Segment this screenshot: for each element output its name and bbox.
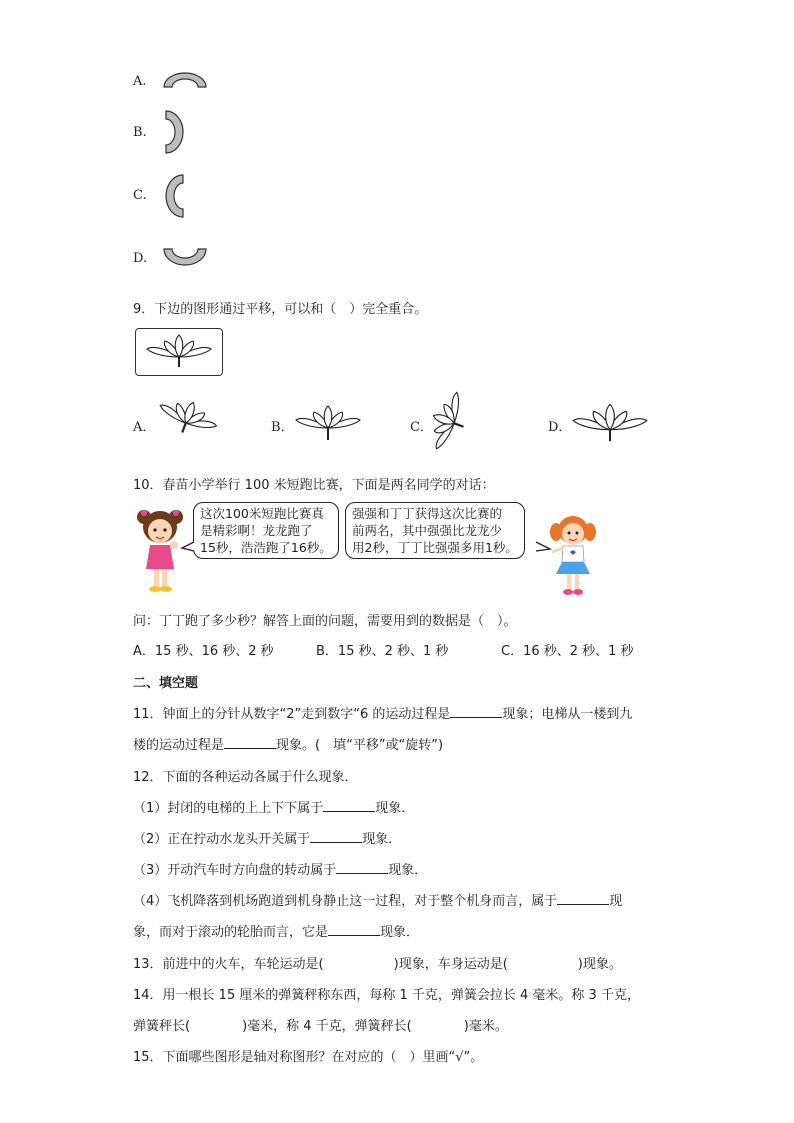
lotus-rotated-icon	[432, 390, 482, 455]
q12-text: 现象．	[388, 863, 428, 878]
bubble-line: 15秒，浩浩跑了16秒。	[200, 540, 332, 555]
q15-question: 15．下面哪些图形是轴对称图形？在对应的（ ）里画“√”。	[133, 1050, 484, 1065]
girl-right-illustration	[548, 512, 598, 600]
lotus-upright-icon	[293, 400, 363, 445]
q13-line	[133, 953, 622, 972]
lotus-large-icon	[570, 398, 650, 446]
answer-blank[interactable]	[323, 799, 375, 812]
bubble-tail	[180, 540, 196, 554]
bubble-line: 强强和丁丁获得这次比赛的	[352, 506, 503, 521]
option-letter: B．	[271, 420, 294, 435]
q9-reference-frame	[135, 328, 223, 376]
q12-text: （1）封闭的电梯的上上下下属于	[133, 801, 324, 816]
q12-item2	[133, 828, 401, 847]
q10-choice-c: C．16 秒、2 秒、1 秒	[501, 644, 634, 659]
bubble-line: 这次100米短跑比赛真	[200, 506, 324, 521]
q11-line1	[133, 703, 632, 722]
bubble-line: 是精彩啊！龙龙跑了	[200, 523, 313, 538]
q12-item4-cont	[133, 921, 419, 940]
answer-blank[interactable]	[336, 861, 388, 874]
option-letter: D．	[548, 420, 572, 435]
half-ring-right-shape	[163, 108, 187, 156]
answer-blank[interactable]	[224, 736, 276, 749]
q14-text: )毫米。	[463, 1019, 508, 1034]
answer-blank[interactable]	[310, 830, 362, 843]
q10-choice-b: B．15 秒、2 秒、1 秒	[316, 644, 449, 659]
girl-left-illustration	[134, 505, 186, 597]
q14-text: 弹簧秤长(	[133, 1019, 191, 1034]
q12-text: 现象．	[375, 801, 415, 816]
half-ring-top-shape	[160, 70, 210, 90]
q12-item1	[133, 797, 414, 816]
q12-text: （4）飞机降落到机场跑道到机身静止这一过程，对于整个机身而言，属于	[133, 894, 558, 909]
section-title: 二、填空题	[133, 676, 199, 691]
q12-text: 现	[609, 894, 623, 909]
option-letter: D.	[133, 251, 148, 266]
q12-text: （2）正在拧动水龙头开关属于	[133, 832, 311, 847]
option-letter: C.	[133, 188, 147, 203]
answer-blank[interactable]	[557, 892, 609, 905]
option-letter: A.	[133, 74, 147, 89]
half-ring-bottom-shape	[160, 246, 210, 268]
speech-bubble-left	[193, 502, 339, 559]
q11-text: 11．钟面上的分针从数字“2”走到数字“6 的运动过程是	[133, 707, 451, 722]
q11-text: 现象。( 填“平移”或“旋转”)	[276, 738, 444, 753]
q10-ask: 问：丁丁跑了多少秒？解答上面的问题，需要用到的数据是（ ）。	[133, 614, 517, 629]
q12-title: 12．下面的各种运动各属于什么现象．	[133, 770, 358, 785]
q11-text: 现象；电梯从一楼到九	[502, 707, 633, 722]
option-letter: C．	[410, 420, 433, 435]
q14-line2	[133, 1015, 508, 1034]
bubble-line: 前两名，其中强强比龙龙少	[352, 523, 503, 538]
q12-item3	[133, 859, 427, 878]
q12-text: （3）开动汽车时方向盘的转动属于	[133, 863, 337, 878]
q14-line1: 14．用一根长 15 厘米的弹簧秤称东西，每称 1 千克，弹簧会拉长 4 毫米。称 3 千克，	[133, 988, 640, 1003]
q9-question: 9．下边的图形通过平移，可以和（ ）完全重合。	[133, 302, 428, 317]
q12-text: 现象．	[362, 832, 402, 847]
lotus-flower-icon	[136, 329, 222, 375]
q12-text: 象，而对于滚动的轮胎而言，它是	[133, 925, 329, 940]
answer-blank[interactable]	[328, 923, 380, 936]
option-letter: A．	[133, 420, 156, 435]
q10-question: 10．春苗小学举行 100 米短跑比赛，下面是两名同学的对话：	[133, 478, 495, 493]
q10-choice-a: A．15 秒、16 秒、2 秒	[133, 644, 274, 659]
answer-blank[interactable]	[450, 705, 502, 718]
half-ring-left-shape	[162, 172, 186, 220]
q13-text: )现象。	[577, 957, 622, 972]
q13-text: )现象，车身运动是(	[393, 957, 508, 972]
speech-bubble-right	[345, 502, 525, 559]
lotus-rotated-icon	[155, 395, 217, 450]
q14-text: )毫米，称 4 千克，弹簧秤长(	[242, 1019, 412, 1034]
bubble-line: 用2秒，丁丁比强强多用1秒。	[352, 540, 518, 555]
q12-text: 现象．	[380, 925, 420, 940]
q13-text: 13．前进中的火车，车轮运动是(	[133, 957, 324, 972]
q12-item4	[133, 890, 622, 909]
q11-text: 楼的运动过程是	[133, 738, 225, 753]
q11-line2	[133, 734, 443, 753]
option-letter: B.	[133, 125, 147, 140]
